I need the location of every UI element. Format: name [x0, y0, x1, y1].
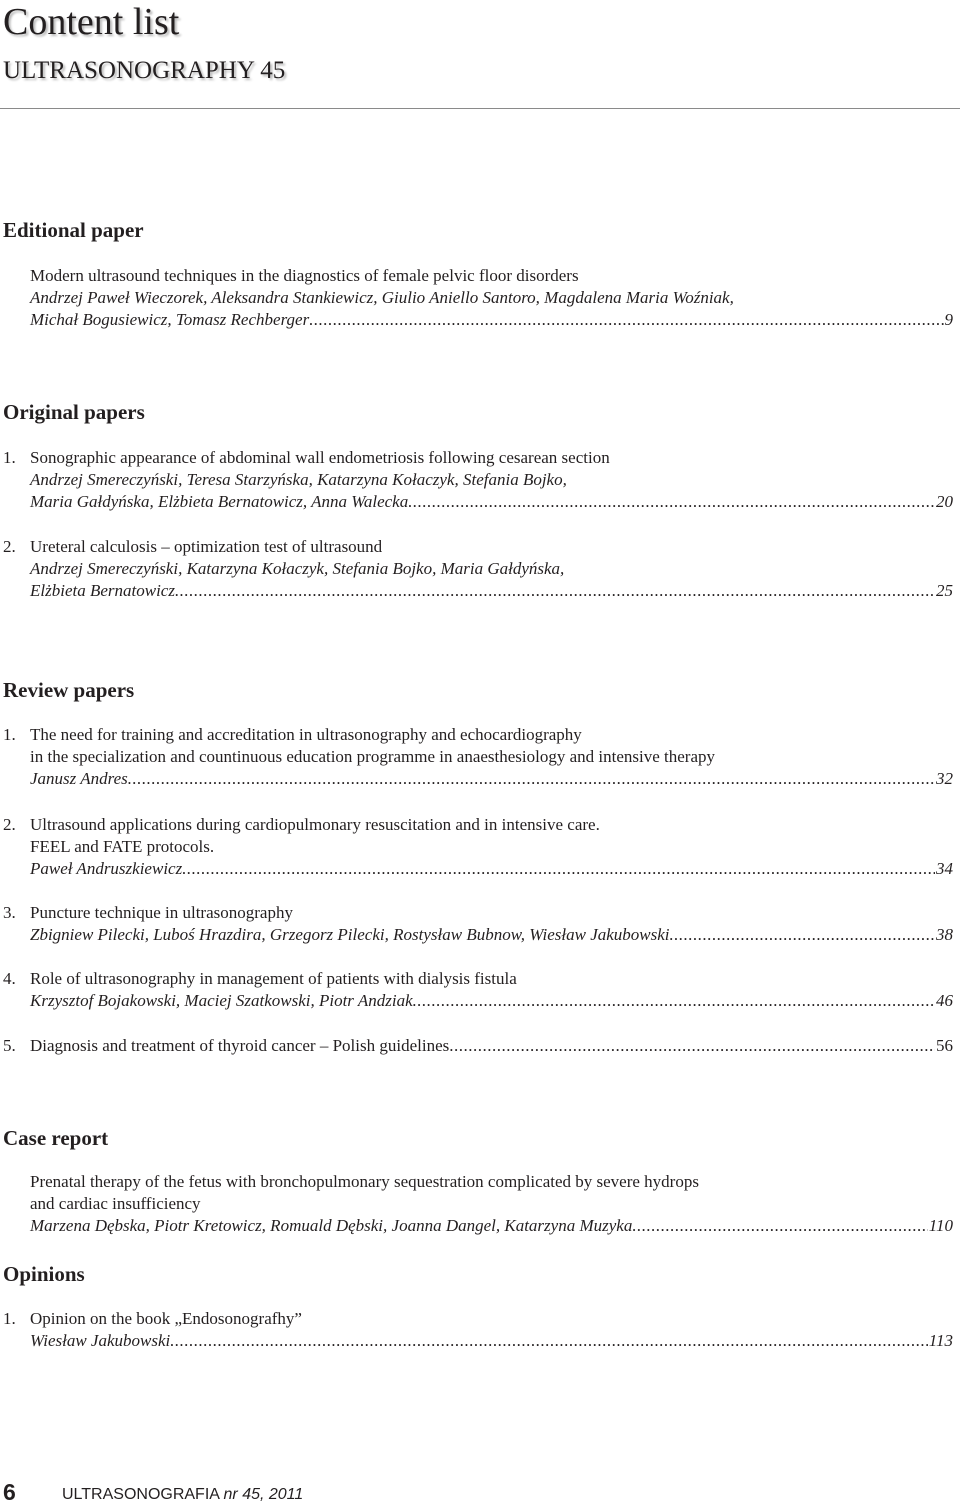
page-number: 34: [936, 859, 953, 878]
entry-authors: Andrzej Smereczyński, Katarzyna Kołaczyk, Stefania Bojko, Maria Gałdyńska,: [30, 559, 565, 578]
entry-authors: Marzena Dębska, Piotr Kretowicz, Romuald Dębski, Joanna Dangel, Katarzyna Muzyka: [30, 1216, 633, 1235]
toc-entry-review-4[interactable]: [3, 968, 953, 1012]
entry-number: 1.: [3, 1309, 16, 1328]
entry-number: 1.: [3, 448, 16, 467]
entry-authors: Andrzej Paweł Wieczorek, Aleksandra Stankiewicz, Giulio Aniello Santoro, Magdalena Maria Woźniak,: [30, 288, 734, 307]
section-heading-editorial: Editional paper: [3, 218, 144, 242]
page-title: Content list: [3, 1, 180, 43]
entry-title: Puncture technique in ultrasonography: [30, 903, 293, 922]
toc-entry-review-5[interactable]: [3, 1035, 953, 1057]
entry-title: and cardiac insufficiency: [30, 1194, 201, 1213]
footer-page-number: 6: [3, 1479, 16, 1505]
toc-entry-opinion-1[interactable]: [3, 1308, 953, 1352]
entry-authors: Janusz Andres: [30, 769, 128, 788]
entry-title: Opinion on the book „Endosonografhy”: [30, 1309, 302, 1328]
entry-number: 2.: [3, 815, 16, 834]
entry-title: The need for training and accreditation in ultrasonography and echocardiography: [30, 725, 582, 744]
leader-dots: [128, 768, 935, 790]
page-number: 113: [928, 1331, 953, 1350]
page-subtitle: ULTRASONOGRAPHY 45: [3, 57, 286, 84]
entry-authors: Michał Bogusiewicz, Tomasz Rechberger: [30, 310, 310, 329]
leader-dots: [309, 309, 943, 331]
leader-dots: [170, 1330, 928, 1352]
entry-title: Ureteral calculosis – optimization test of ultrasound: [30, 537, 383, 556]
section-heading-review: Review papers: [3, 678, 135, 702]
page-number: 32: [936, 769, 953, 788]
entry-authors: Maria Gałdyńska, Elżbieta Bernatowicz, Anna Walecka: [30, 492, 409, 511]
entry-title: Role of ultrasonography in management of patients with dialysis fistula: [30, 969, 517, 988]
entry-number: 5.: [3, 1036, 16, 1055]
page-number: 20: [936, 492, 953, 511]
entry-title: Diagnosis and treatment of thyroid cancer – Polish guidelines: [30, 1036, 450, 1055]
journal-name: ULTRASONOGRAFIA: [62, 1486, 220, 1503]
section-heading-original: Original papers: [3, 400, 145, 424]
page-number: 46: [936, 991, 953, 1010]
footer-journal: [62, 1485, 303, 1505]
toc-entry-review-2[interactable]: [3, 814, 953, 880]
toc-entry-editorial[interactable]: [3, 265, 953, 331]
toc-entry-review-3[interactable]: [3, 902, 953, 946]
leader-dots: [408, 491, 935, 513]
toc-entry-original-1[interactable]: [3, 447, 953, 513]
page-number: 25: [936, 581, 953, 600]
leader-dots: [632, 1215, 927, 1237]
entry-title: FEEL and FATE protocols.: [30, 837, 215, 856]
page-number: 56: [936, 1036, 953, 1055]
entry-authors: Elżbieta Bernatowicz: [30, 581, 175, 600]
header-divider: [0, 108, 960, 109]
entry-title: Modern ultrasound techniques in the diagnostics of female pelvic floor disorders: [30, 266, 579, 285]
entry-authors: Paweł Andruszkiewicz: [30, 859, 183, 878]
toc-entry-review-1[interactable]: [3, 724, 953, 790]
toc-entry-case-report[interactable]: [3, 1171, 953, 1237]
section-heading-opinions: Opinions: [3, 1262, 85, 1286]
leader-dots: [670, 924, 935, 946]
entry-title: Ultrasound applications during cardiopulmonary resuscitation and in intensive care.: [30, 815, 600, 834]
entry-authors: Wiesław Jakubowski: [30, 1331, 171, 1350]
entry-number: 2.: [3, 537, 16, 556]
page-number: 38: [936, 925, 953, 944]
page-number: 110: [928, 1216, 953, 1235]
entry-number: 1.: [3, 725, 16, 744]
leader-dots: [449, 1035, 935, 1057]
page-number: 9: [944, 310, 953, 329]
leader-dots: [175, 580, 935, 602]
section-heading-case-report: Case report: [3, 1126, 109, 1150]
journal-issue: nr 45, 2011: [223, 1486, 304, 1503]
entry-title: Sonographic appearance of abdominal wall endometriosis following cesarean section: [30, 448, 610, 467]
entry-title: in the specialization and countinuous education programme in anaesthesiology and intensive therapy: [30, 747, 715, 766]
entry-authors: Krzysztof Bojakowski, Maciej Szatkowski, Piotr Andziak: [30, 991, 413, 1010]
leader-dots: [182, 858, 935, 880]
entry-number: 3.: [3, 903, 16, 922]
toc-entry-original-2[interactable]: [3, 536, 953, 602]
entry-number: 4.: [3, 969, 16, 988]
entry-title: Prenatal therapy of the fetus with bronchopulmonary sequestration complicated by severe hydrops: [30, 1172, 699, 1191]
entry-authors: Andrzej Smereczyński, Teresa Starzyńska, Katarzyna Kołaczyk, Stefania Bojko,: [30, 470, 567, 489]
leader-dots: [413, 990, 935, 1012]
entry-authors: Zbigniew Pilecki, Luboś Hrazdira, Grzegorz Pilecki, Rostysław Bubnow, Wiesław Jakubowski: [30, 925, 670, 944]
